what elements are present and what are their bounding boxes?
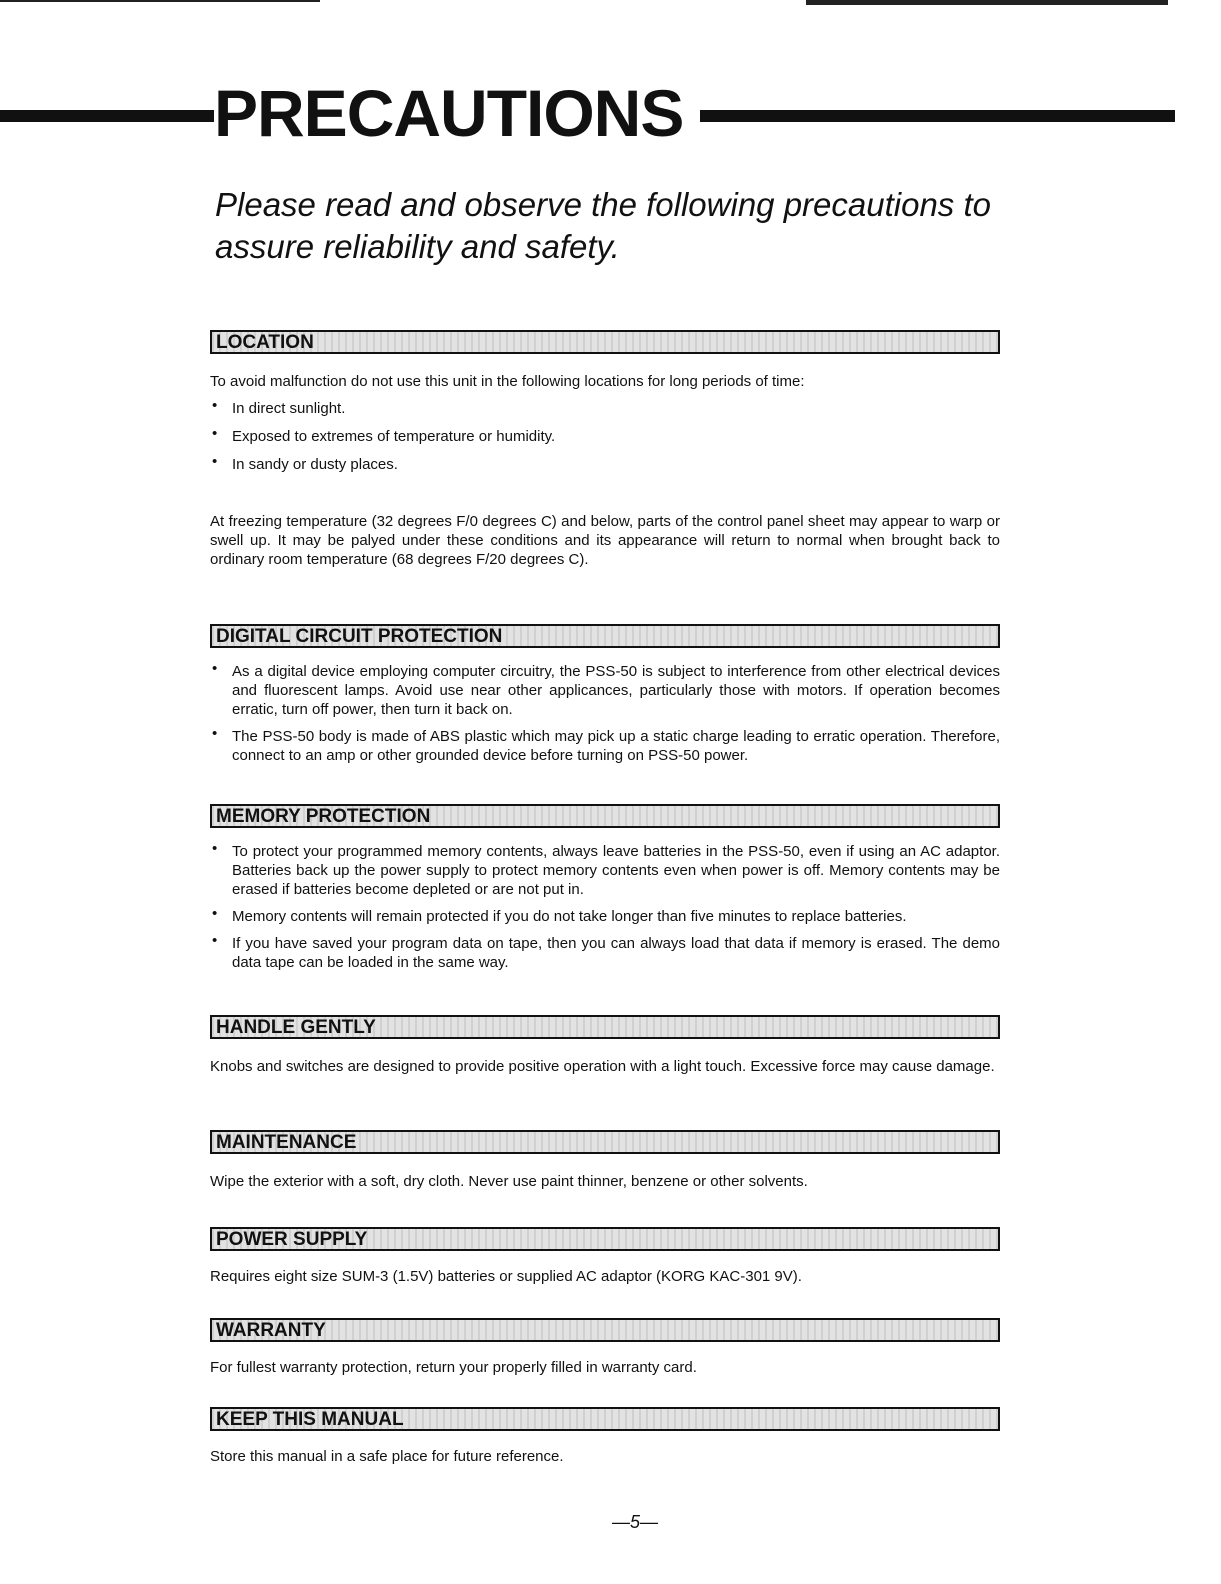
title-row	[0, 78, 1175, 148]
page-number: —5—	[612, 1512, 659, 1532]
section-digital-circuit-protection	[210, 624, 1000, 765]
list-item: • Exposed to extremes of temperature or humidity.	[212, 425, 556, 445]
warranty-text: For fullest warranty protection, return your properly filled in warranty card.	[210, 1359, 697, 1376]
handle-text: Knobs and switches are designed to provide positive operation with a light touch. Excessive force may cause damage.	[210, 1058, 995, 1075]
list-item: • Memory contents will remain protected if you do not take longer than five minutes to replace batteries.	[212, 905, 907, 925]
section-header	[210, 1130, 1000, 1154]
list-item: • To protect your programmed memory contents, always leave batteries in the PSS-50, even if using an AC adaptor. Batteries back up the power supply to protect memory contents even when power is off. Memory contents may be erased if batteries become depleted or are not put in.	[212, 840, 1000, 898]
section-maintenance	[210, 1130, 1000, 1191]
location-lead: To avoid malfunction do not use this unit in the following locations for long periods of time:	[210, 373, 805, 390]
bullet-icon: •	[212, 660, 218, 677]
section-title: MAINTENANCE	[216, 1132, 357, 1153]
location-list	[210, 399, 1000, 474]
list-item: • The PSS-50 body is made of ABS plastic which may pick up a static charge leading to erratic operation. Therefore, connect to an amp or other grounded device before turning on PSS-50 power.	[212, 725, 1000, 764]
top-rule-right	[806, 0, 1168, 5]
section-handle-gently	[210, 1015, 1000, 1076]
section-title: HANDLE GENTLY	[216, 1017, 376, 1038]
bullet-icon: •	[212, 932, 218, 949]
page-title: PRECAUTIONS	[214, 76, 684, 150]
section-header	[210, 804, 1000, 828]
section-header	[210, 330, 1000, 354]
section-title: POWER SUPPLY	[216, 1229, 368, 1250]
bullet-icon: •	[212, 425, 218, 442]
bullet-icon: •	[212, 453, 218, 470]
section-title: LOCATION	[216, 332, 314, 353]
title-rule-right	[700, 110, 1175, 122]
keep-text: Store this manual in a safe place for future reference.	[210, 1448, 564, 1465]
section-header	[210, 1407, 1000, 1431]
section-power-supply	[210, 1227, 1000, 1286]
power-text: Requires eight size SUM-3 (1.5V) batteries or supplied AC adaptor (KORG KAC-301 9V).	[210, 1268, 802, 1285]
bullet-icon: •	[212, 397, 218, 414]
title-rule-left	[0, 110, 214, 122]
section-keep-this-manual	[210, 1407, 1000, 1466]
section-title: DIGITAL CIRCUIT PROTECTION	[216, 626, 503, 647]
section-location	[210, 330, 1000, 569]
memory-list	[210, 842, 1000, 972]
section-title: MEMORY PROTECTION	[216, 806, 431, 827]
list-item: • If you have saved your program data on tape, then you can always load that data if memory is erased. The demo data tape can be loaded in the same way.	[212, 932, 1000, 971]
section-header	[210, 1227, 1000, 1251]
section-header	[210, 1015, 1000, 1039]
bullet-icon: •	[212, 725, 218, 742]
top-rule-left	[0, 0, 320, 2]
bullet-icon: •	[212, 905, 218, 922]
section-header	[210, 624, 1000, 648]
maintenance-text: Wipe the exterior with a soft, dry cloth. Never use paint thinner, benzene or other solvents.	[210, 1173, 808, 1190]
list-item: • As a digital device employing computer circuitry, the PSS-50 is subject to interference from other electrical devices and fluorescent lamps. Avoid use near other applicances, particularly those with motors. If operation becomes erratic, turn off power, then turn it back on.	[212, 660, 1000, 718]
list-item: • In sandy or dusty places.	[212, 453, 398, 473]
section-title: KEEP THIS MANUAL	[216, 1409, 404, 1430]
section-title: WARRANTY	[216, 1320, 326, 1341]
bullet-icon: •	[212, 840, 218, 857]
digital-list	[210, 662, 1000, 765]
section-memory-protection	[210, 804, 1000, 972]
list-item: • In direct sunlight.	[212, 397, 346, 417]
section-warranty	[210, 1318, 1000, 1377]
location-note: At freezing temperature (32 degrees F/0 degrees C) and below, parts of the control panel sheet may appear to warp or swell up. It may be palyed under these conditions and its appearance will return to normal when brought back to ordinary room temperature (68 degrees F/20 degrees C).	[210, 513, 1000, 568]
intro-text: Please read and observe the following precautions to assure reliability and safety.	[215, 186, 991, 265]
section-header	[210, 1318, 1000, 1342]
